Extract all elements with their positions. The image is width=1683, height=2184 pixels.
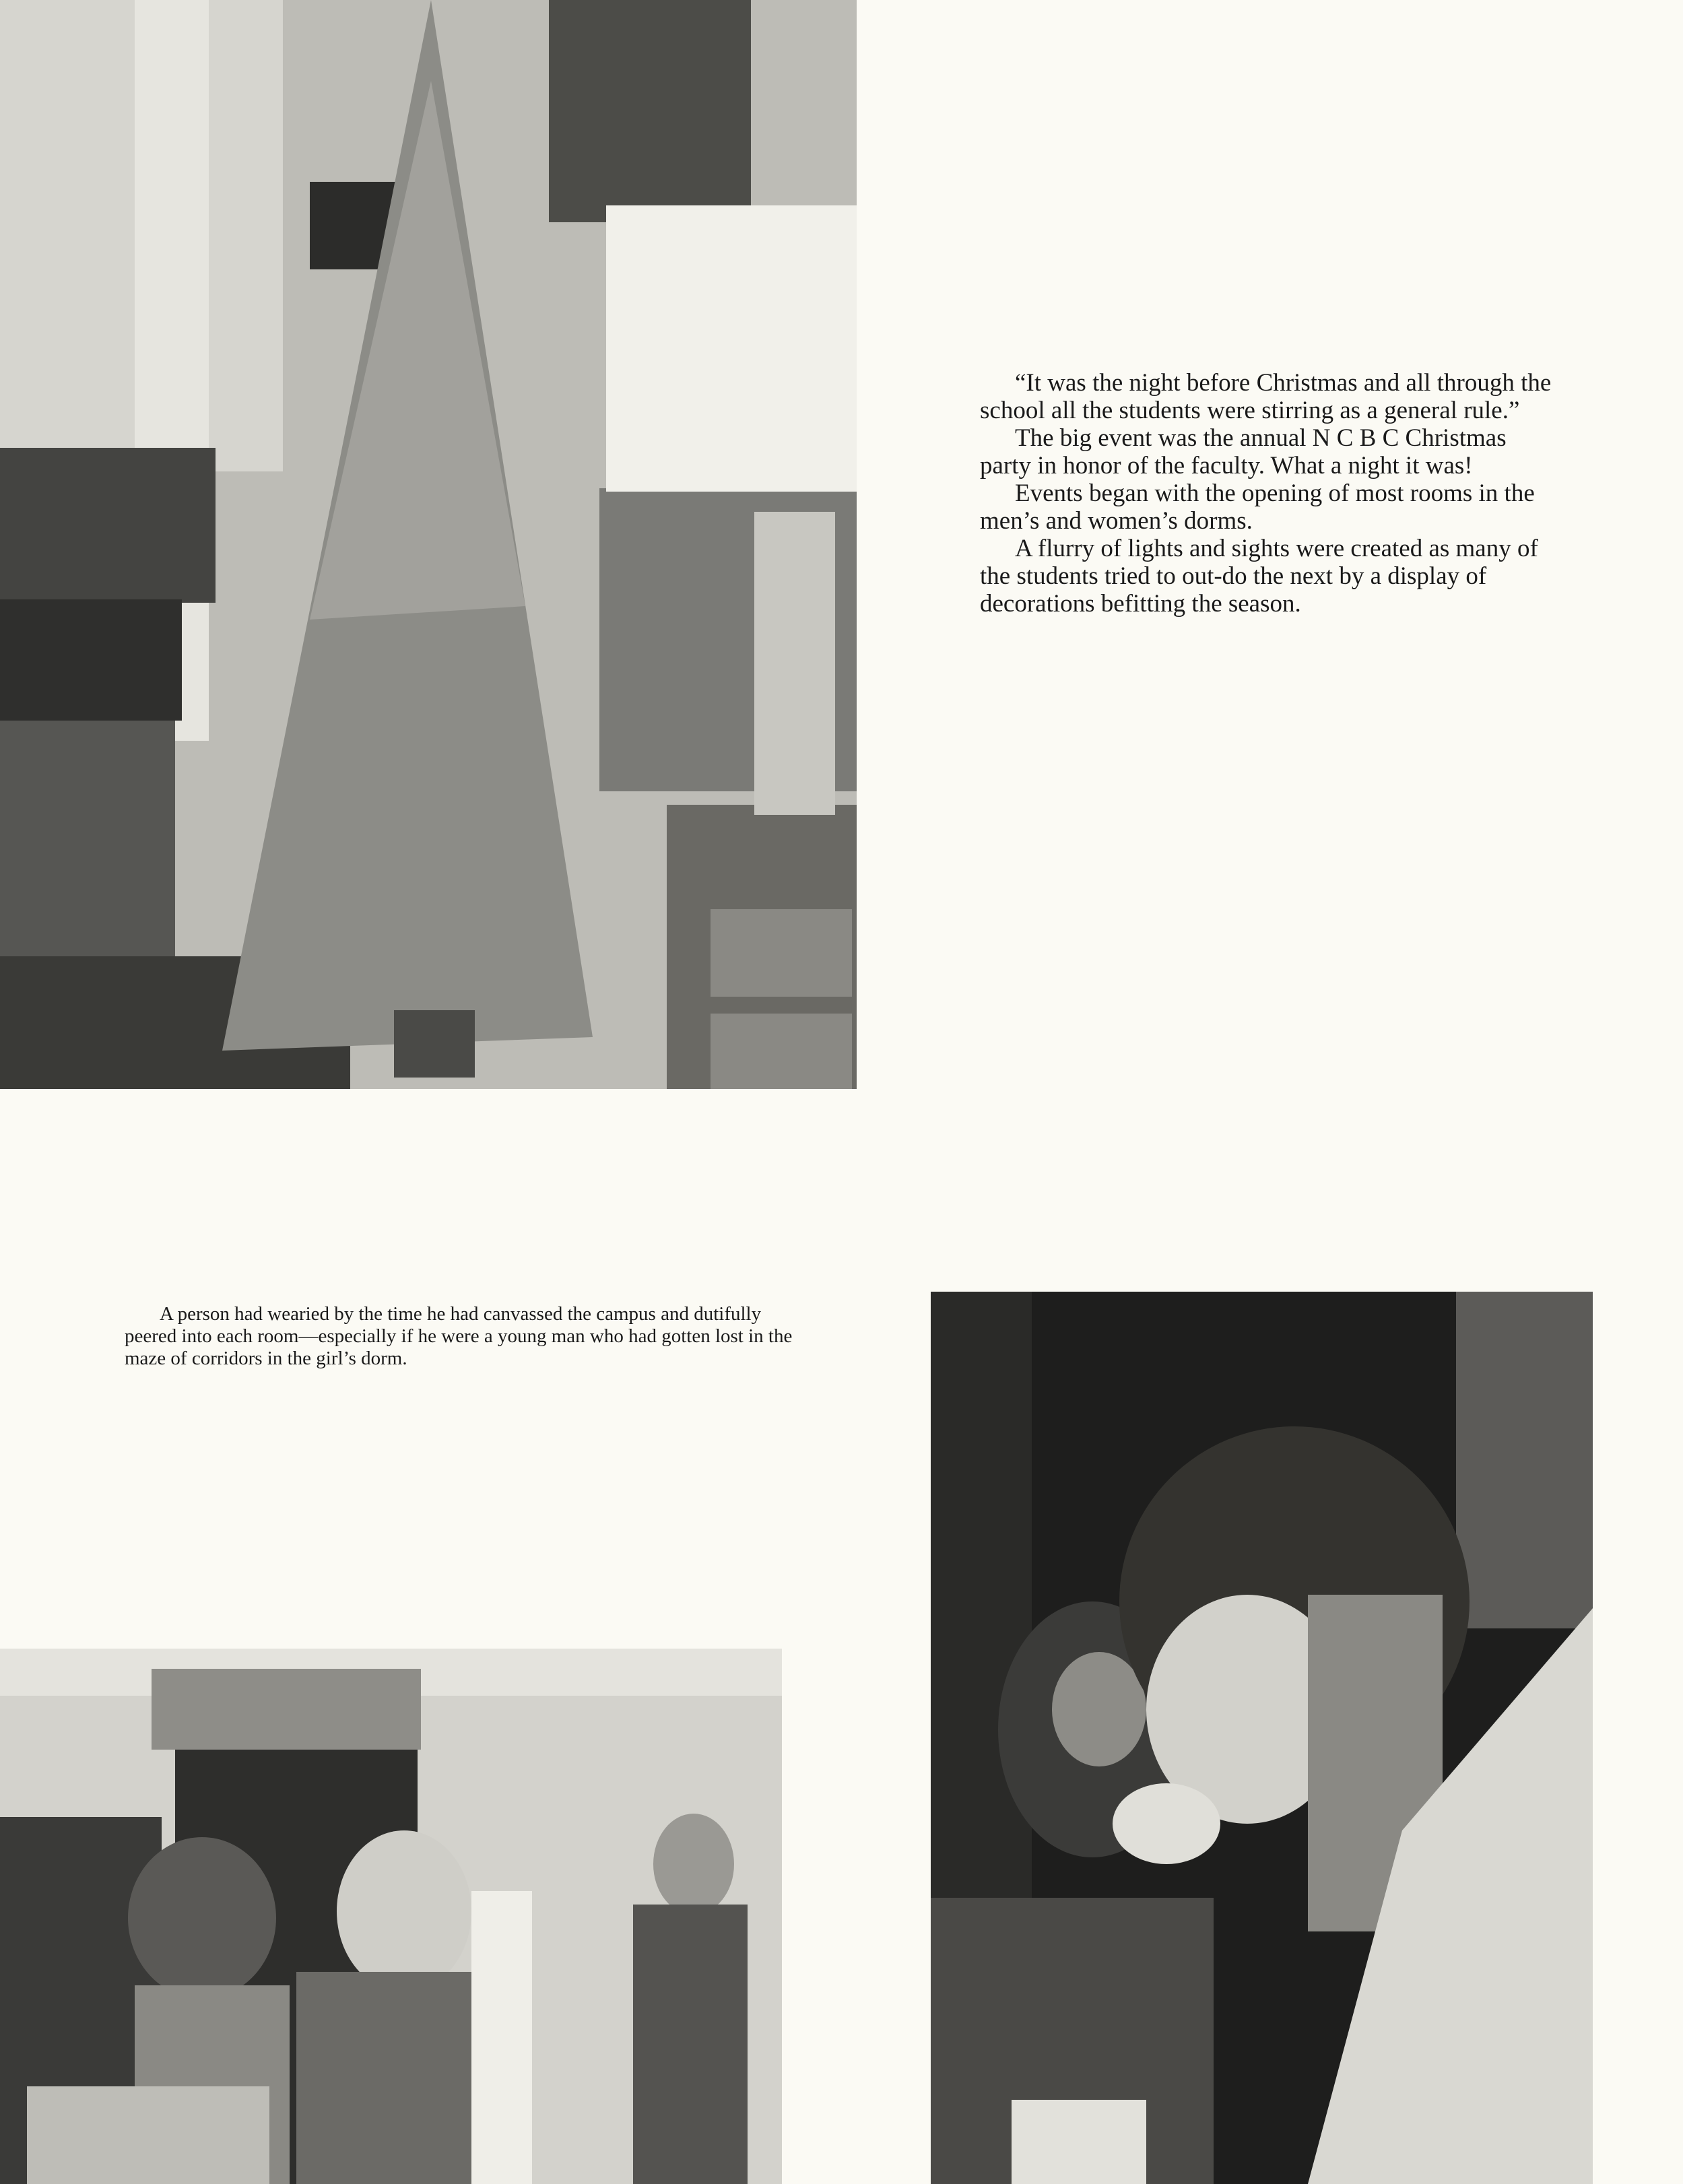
caption-top-paragraph-4: A flurry of lights and sights were created as many of the students tried to out-do the next by a display of decorations befitting the season. <box>980 535 1538 618</box>
photo-christmas-tree <box>0 0 857 1089</box>
caption-top-paragraph-2: The big event was the annual N C B C Christmas party in honor of the faculty. What a night it was! <box>980 424 1507 479</box>
caption-top-paragraph-3: Events began with the opening of most rooms in the men’s and women’s dorms. <box>980 479 1535 535</box>
caption-bottom <box>125 1303 798 1370</box>
caption-bottom-paragraph-1: A person had wearied by the time he had canvassed the campus and dutifully peered into each room—especially if he were a young man who had gotten lost in the maze of corridors in the girl’s dorm. <box>125 1303 793 1369</box>
caption-top <box>980 369 1552 618</box>
caption-top-paragraph-1: “It was the night before Christmas and all through the school all the students were stirring as a general rule.” <box>980 369 1552 424</box>
photo-young-man-eating <box>931 1292 1593 2184</box>
photo-dorm-doorway <box>0 1649 782 2184</box>
